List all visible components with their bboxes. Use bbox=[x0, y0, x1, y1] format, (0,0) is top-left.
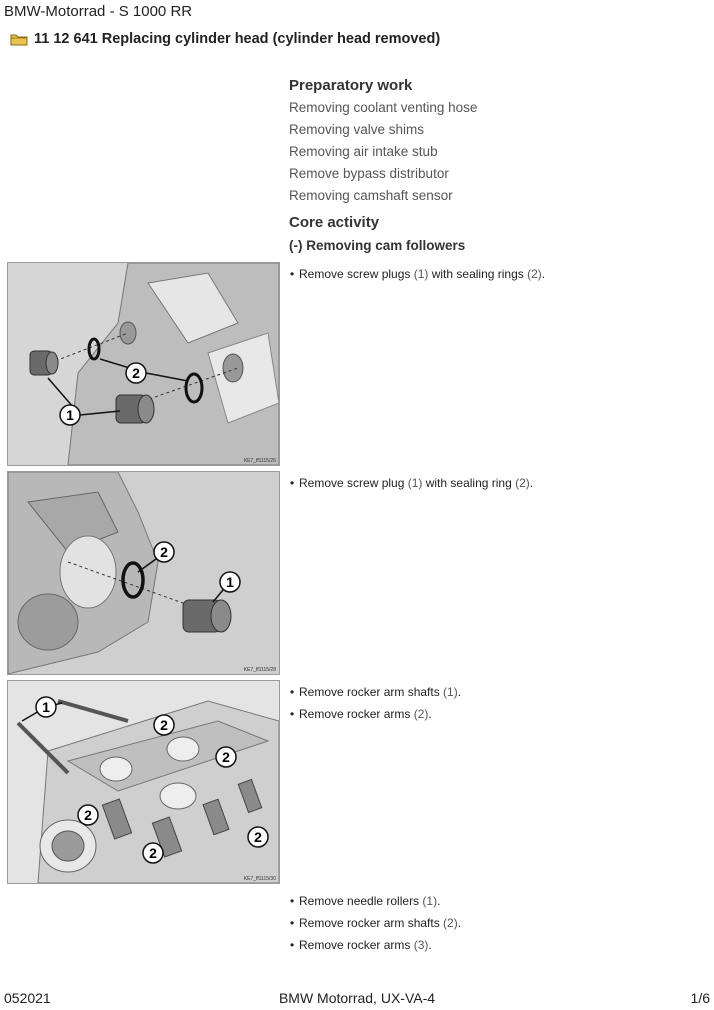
preparatory-heading: Preparatory work bbox=[289, 77, 413, 94]
figure-code: KE7_ff1115/28 bbox=[243, 667, 276, 673]
step-item: • Remove rocker arms (3). bbox=[290, 938, 432, 952]
step-item: • Remove screw plugs (1) with sealing rings (2). bbox=[290, 267, 546, 281]
step-item: • Remove rocker arms (2). bbox=[290, 707, 432, 721]
prep-item: Removing camshaft sensor bbox=[289, 188, 453, 203]
figure-screw-plugs bbox=[7, 262, 280, 466]
callout-label: 2 bbox=[149, 845, 157, 861]
section-title: 11 12 641 Replacing cylinder head (cylinder head removed) bbox=[34, 31, 441, 47]
step-item: • Remove needle rollers (1). bbox=[290, 894, 441, 908]
prep-item: Removing coolant venting hose bbox=[289, 100, 478, 115]
page-number: 1/6 bbox=[690, 990, 710, 1006]
prep-item: Removing valve shims bbox=[289, 122, 425, 137]
step-item: • Remove screw plug (1) with sealing ring (2). bbox=[290, 476, 534, 490]
screw-plug-part bbox=[183, 600, 231, 632]
callout-label: 1 bbox=[66, 407, 74, 423]
folder-icon bbox=[10, 33, 28, 46]
callout-label: 2 bbox=[84, 807, 92, 823]
figure-code: KE7_ff1115/30 bbox=[243, 876, 276, 882]
prep-item: Removing air intake stub bbox=[289, 144, 438, 159]
footer-date: 052021 bbox=[4, 990, 51, 1006]
step-item: • Remove rocker arm shafts (1). bbox=[290, 685, 462, 699]
callout-label: 1 bbox=[226, 574, 234, 590]
callout-label: 2 bbox=[160, 544, 168, 560]
callout-label: 2 bbox=[160, 717, 168, 733]
callout-label: 2 bbox=[222, 749, 230, 765]
prep-item: Remove bypass distributor bbox=[289, 166, 449, 181]
document-title: BMW-Motorrad - S 1000 RR bbox=[4, 3, 193, 20]
callout-label: 1 bbox=[42, 699, 50, 715]
callout-label: 2 bbox=[254, 829, 262, 845]
screw-plug-part bbox=[116, 395, 154, 423]
callout-label: 2 bbox=[132, 365, 140, 381]
footer-source: BMW Motorrad, UX-VA-4 bbox=[278, 990, 436, 1006]
figure-rocker-arms bbox=[7, 680, 280, 884]
figure-screw-plug bbox=[7, 471, 280, 675]
screw-plug-part bbox=[30, 351, 58, 375]
section-heading bbox=[10, 31, 440, 47]
core-heading: Core activity bbox=[289, 214, 380, 231]
core-subheading: (-) Removing cam followers bbox=[289, 238, 466, 253]
step-item: • Remove rocker arm shafts (2). bbox=[290, 916, 462, 930]
figure-code: KE7_ff1115/26 bbox=[243, 458, 276, 464]
